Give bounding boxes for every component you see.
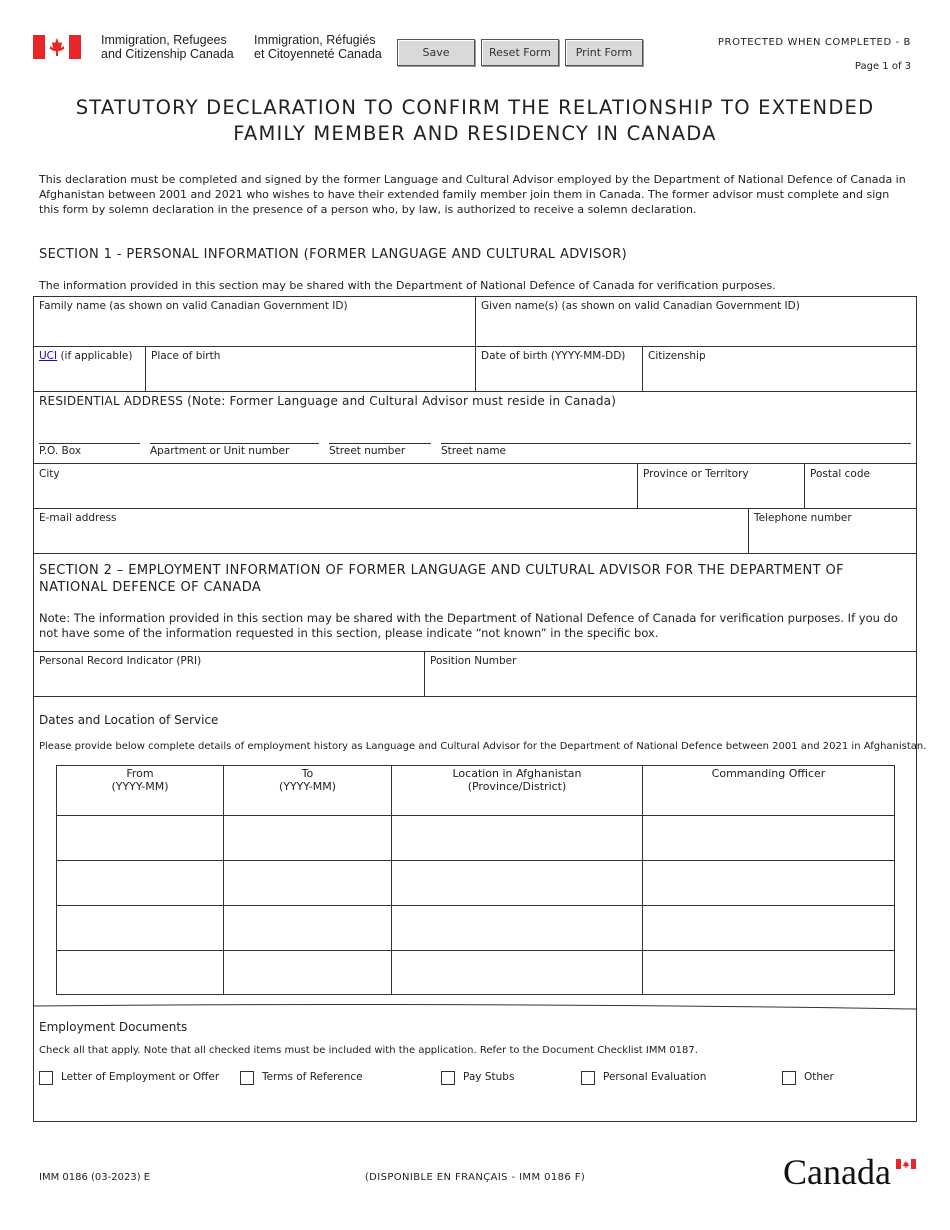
canada-wordmark-text: Canada bbox=[783, 1152, 891, 1192]
date-of-birth-label: Date of birth (YYYY-MM-DD) bbox=[481, 350, 626, 362]
service-row-3-from-input[interactable] bbox=[57, 906, 225, 950]
section1-note: The information provided in this section may be shared with the Department of National Defence of Canada for verification purposes. bbox=[39, 279, 776, 292]
service-row-1-location-input[interactable] bbox=[392, 816, 644, 860]
given-names-label: Given name(s) (as shown on valid Canadian Government ID) bbox=[481, 300, 800, 312]
service-row-2-to-input[interactable] bbox=[224, 861, 393, 905]
documents-heading: Employment Documents bbox=[39, 1020, 188, 1034]
apartment-input[interactable] bbox=[150, 420, 323, 444]
agency-name-en bbox=[101, 33, 234, 61]
service-row-1-to-input[interactable] bbox=[224, 816, 393, 860]
table-header-from-line2: (YYYY-MM) bbox=[111, 780, 169, 793]
service-row-4-location-input[interactable] bbox=[392, 951, 644, 995]
documents-note: Check all that apply. Note that all checked items must be included with the application. Refer to the Document Checklist IMM 0187. bbox=[39, 1045, 698, 1056]
uci-input[interactable] bbox=[36, 364, 146, 390]
label-other: Other bbox=[804, 1071, 834, 1083]
label-terms-of-reference: Terms of Reference bbox=[262, 1071, 363, 1083]
position-number-input[interactable] bbox=[427, 669, 918, 695]
telephone-input[interactable] bbox=[751, 526, 918, 552]
place-of-birth-label: Place of birth bbox=[151, 350, 221, 362]
section-divider-line bbox=[33, 1000, 917, 1014]
checkbox-terms-of-reference[interactable] bbox=[240, 1071, 254, 1085]
service-row-2-location-input[interactable] bbox=[392, 861, 644, 905]
family-name-label: Family name (as shown on valid Canadian Government ID) bbox=[39, 300, 348, 312]
service-row-3-commanding-officer-input[interactable] bbox=[643, 906, 896, 950]
service-heading: Dates and Location of Service bbox=[39, 713, 219, 727]
pri-label: Personal Record Indicator (PRI) bbox=[39, 655, 202, 667]
form-title-line1: STATUTORY DECLARATION TO CONFIRM THE RELATIONSHIP TO EXTENDED bbox=[75, 96, 875, 119]
street-number-label: Street number bbox=[329, 445, 406, 457]
agency-fr-line1: Immigration, Réfugiés bbox=[254, 33, 376, 47]
form-title-line2: FAMILY MEMBER AND RESIDENCY IN CANADA bbox=[233, 122, 717, 145]
service-row-4-to-input[interactable] bbox=[224, 951, 393, 995]
label-letter-of-employment: Letter of Employment or Offer bbox=[61, 1071, 220, 1083]
email-input[interactable] bbox=[36, 526, 749, 552]
save-button[interactable]: Save bbox=[397, 39, 475, 66]
agency-en-line1: Immigration, Refugees bbox=[101, 33, 227, 47]
date-of-birth-input[interactable] bbox=[478, 364, 643, 390]
po-box-input[interactable] bbox=[39, 420, 144, 444]
province-label: Province or Territory bbox=[643, 468, 749, 480]
agency-name-fr bbox=[254, 33, 382, 61]
service-row-3-to-input[interactable] bbox=[224, 906, 393, 950]
street-name-label: Street name bbox=[441, 445, 507, 457]
uci-label bbox=[39, 350, 132, 362]
email-label: E-mail address bbox=[39, 512, 117, 524]
table-header-commanding-officer bbox=[643, 767, 894, 780]
citizenship-input[interactable] bbox=[645, 364, 918, 390]
wordmark-flag-icon bbox=[896, 1159, 916, 1169]
page-number: Page 1 of 3 bbox=[854, 61, 911, 72]
province-input[interactable] bbox=[640, 482, 805, 508]
table-header-to-line1: To bbox=[301, 767, 314, 780]
table-header-location bbox=[392, 767, 642, 793]
section2-heading-line2: NATIONAL DEFENCE OF CANADA bbox=[39, 580, 262, 595]
section2-heading-line1: SECTION 2 – EMPLOYMENT INFORMATION OF FORMER LANGUAGE AND CULTURAL ADVISOR FOR THE DEPARTMENT OF bbox=[39, 563, 844, 578]
citizenship-label: Citizenship bbox=[648, 350, 706, 362]
pri-input[interactable] bbox=[36, 669, 425, 695]
service-row-2-commanding-officer-input[interactable] bbox=[643, 861, 896, 905]
section2-note: Note: The information provided in this section may be shared with the Department of National Defence of Canada for verification purposes. If you do not have some of the information requested in this section, please indicate “not known” in the specific box. bbox=[39, 611, 898, 640]
telephone-label: Telephone number bbox=[754, 512, 852, 524]
label-personal-evaluation: Personal Evaluation bbox=[603, 1071, 707, 1083]
french-availability: (DISPONIBLE EN FRANÇAIS - IMM 0186 F) bbox=[364, 1172, 586, 1183]
city-input[interactable] bbox=[36, 482, 638, 508]
service-row-1-commanding-officer-input[interactable] bbox=[643, 816, 896, 860]
service-row-3-location-input[interactable] bbox=[392, 906, 644, 950]
apartment-label: Apartment or Unit number bbox=[150, 445, 290, 457]
intro-paragraph: This declaration must be completed and signed by the former Language and Cultural Advisor employed by the Department of National Defence of Canada in Afghanistan between 2001 and 2021 who wishes to have their extended family member join them in Canada. The former advisor must complete and sign this form by solemn declaration in the presence of a person who, by law, is authorized to receive a solemn declaration. bbox=[39, 173, 906, 216]
table-header-to bbox=[224, 767, 391, 793]
form-id: IMM 0186 (03-2023) E bbox=[39, 1172, 151, 1183]
section1-heading: SECTION 1 - PERSONAL INFORMATION (FORMER LANGUAGE AND CULTURAL ADVISOR) bbox=[39, 247, 628, 262]
street-name-input[interactable] bbox=[441, 420, 915, 444]
city-label: City bbox=[39, 468, 60, 480]
service-row-4-commanding-officer-input[interactable] bbox=[643, 951, 896, 995]
postal-code-input[interactable] bbox=[807, 482, 918, 508]
service-row-1-from-input[interactable] bbox=[57, 816, 225, 860]
residential-address-heading: RESIDENTIAL ADDRESS (Note: Former Language and Cultural Advisor must reside in Canada) bbox=[39, 394, 617, 408]
po-box-label: P.O. Box bbox=[39, 445, 82, 457]
canada-flag-icon bbox=[33, 35, 81, 59]
label-pay-stubs: Pay Stubs bbox=[463, 1071, 515, 1083]
table-header-commanding-officer-line1: Commanding Officer bbox=[711, 767, 826, 780]
protected-label: PROTECTED WHEN COMPLETED - B bbox=[717, 37, 911, 48]
table-header-location-line1: Location in Afghanistan bbox=[452, 767, 582, 780]
form-title bbox=[0, 95, 950, 147]
checkbox-personal-evaluation[interactable] bbox=[581, 1071, 595, 1085]
table-header-from bbox=[57, 767, 223, 793]
reset-form-button[interactable]: Reset Form bbox=[481, 39, 559, 66]
service-note: Please provide below complete details of employment history as Language and Cultural Advisor for the Department of National Defence between 2001 and 2021 in Afghanistan. bbox=[39, 741, 927, 752]
checkbox-other[interactable] bbox=[782, 1071, 796, 1085]
table-header-from-line1: From bbox=[126, 767, 154, 780]
given-names-input[interactable] bbox=[478, 315, 918, 345]
checkbox-letter-of-employment[interactable] bbox=[39, 1071, 53, 1085]
position-number-label: Position Number bbox=[430, 655, 517, 667]
canada-wordmark bbox=[783, 1152, 891, 1192]
street-number-input[interactable] bbox=[329, 420, 435, 444]
family-name-input[interactable] bbox=[36, 315, 476, 345]
checkbox-pay-stubs[interactable] bbox=[441, 1071, 455, 1085]
place-of-birth-input[interactable] bbox=[148, 364, 476, 390]
section2-heading bbox=[39, 562, 844, 596]
uci-link[interactable]: UCI bbox=[39, 350, 58, 362]
service-row-4-from-input[interactable] bbox=[57, 951, 225, 995]
table-header-location-line2: (Province/District) bbox=[467, 780, 567, 793]
agency-en-line2: and Citizenship Canada bbox=[101, 47, 234, 61]
agency-fr-line2: et Citoyenneté Canada bbox=[254, 47, 382, 61]
service-row-2-from-input[interactable] bbox=[57, 861, 225, 905]
print-form-button[interactable]: Print Form bbox=[565, 39, 643, 66]
postal-code-label: Postal code bbox=[810, 468, 870, 480]
uci-suffix: (if applicable) bbox=[57, 350, 133, 362]
table-header-to-line2: (YYYY-MM) bbox=[278, 780, 337, 793]
